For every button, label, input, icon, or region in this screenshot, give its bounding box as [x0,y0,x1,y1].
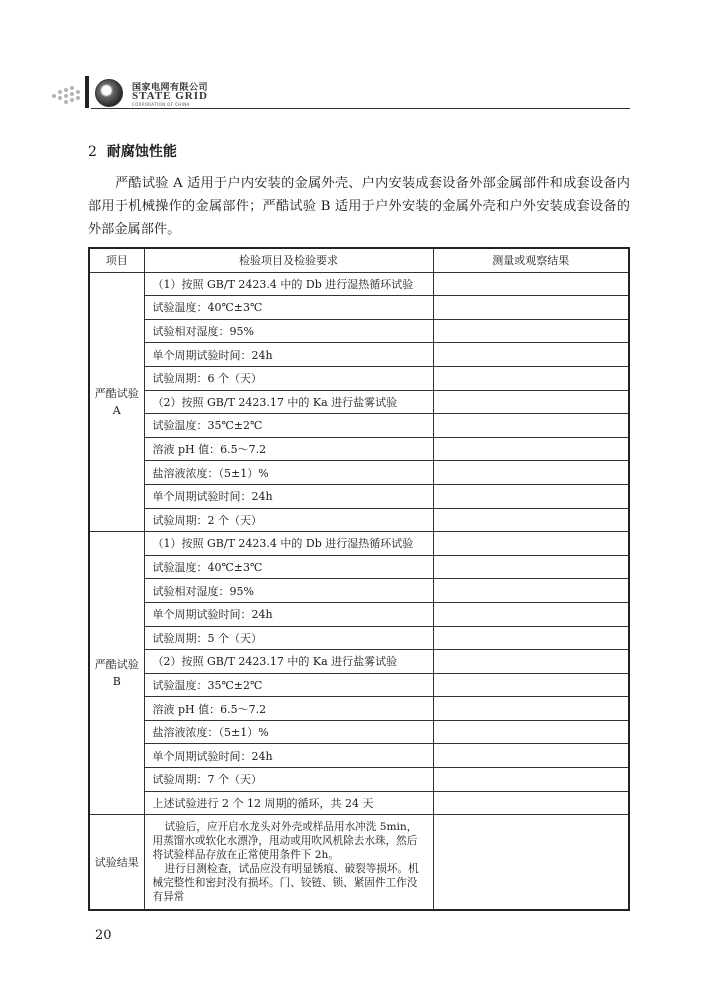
result-cell-empty[interactable] [433,532,629,556]
result-cell-empty[interactable] [433,508,629,532]
result-cell-empty[interactable] [433,791,629,815]
section-number: 2 [88,144,97,160]
table-row [89,414,629,438]
table-row [89,602,629,626]
table-row [89,366,629,390]
section-title [88,141,177,161]
result-cell-empty[interactable] [433,414,629,438]
result-description [144,815,433,911]
group-a-item: 试验周期：2 个（天） [144,508,433,532]
group-a-item: （1）按照 GB/T 2423.4 中的 Db 进行湿热循环试验 [144,272,433,296]
group-a-item: 盐溶液浓度：（5±1）% [144,461,433,485]
table-row [89,579,629,603]
group-b-item: （1）按照 GB/T 2423.4 中的 Db 进行湿热循环试验 [144,532,433,556]
group-a-item: （2）按照 GB/T 2423.17 中的 Ka 进行盐雾试验 [144,390,433,414]
group-b-item: 单个周期试验时间：24h [144,744,433,768]
group-a-item: 试验温度：35℃±2℃ [144,414,433,438]
logo-subtitle: CORPORATION OF CHINA [132,102,190,107]
result-cell-empty[interactable] [433,484,629,508]
result-cell-empty[interactable] [433,602,629,626]
group-b-item: 盐溶液浓度：（5±1）% [144,720,433,744]
group-b-item: 试验温度：35℃±2℃ [144,673,433,697]
group-b-item: （2）按照 GB/T 2423.17 中的 Ka 进行盐雾试验 [144,650,433,674]
result-cell-empty[interactable] [433,437,629,461]
result-cell-empty[interactable] [433,673,629,697]
table-row [89,697,629,721]
result-cell-empty[interactable] [433,272,629,296]
result-cell-empty[interactable] [433,815,629,911]
logo-english-name: STATE GRID [132,90,208,102]
table-row [89,508,629,532]
table-row [89,437,629,461]
result-cell-empty[interactable] [433,366,629,390]
header-requirements: 检验项目及检验要求 [144,248,433,272]
table-row [89,272,629,296]
logo-chinese-name: 国家电网有限公司 [132,83,209,93]
table-row [89,390,629,414]
table-row [89,484,629,508]
table-row [89,319,629,343]
group-a-item: 试验周期：6 个（天） [144,366,433,390]
table-row [89,720,629,744]
result-paragraph-2: 进行目测检查，试品应没有明显锈痕、破裂等损坏。机械完整性和密封没有损坏。门、铰链、锁、紧固件工作没有异常 [152,863,419,904]
table-row [89,555,629,579]
table-row [89,296,629,320]
intro-paragraph: 严酷试验 A 适用于户内安装的金属外壳、户内安装成套设备外部金属部件和成套设备内部用于机械操作的金属部件；严酷试验 B 适用于户外安装的金属外壳和户外安装成套设备的外部金属部件。 [88,176,630,237]
header-divider [91,108,630,109]
group-b-label: 严酷试验 B [89,532,144,815]
table-row [89,744,629,768]
group-b-item: 单个周期试验时间：24h [144,602,433,626]
table-row [89,461,629,485]
group-b-item: 上述试验进行 2 个 12 周期的循环，共 24 天 [144,791,433,815]
test-table [88,247,630,911]
result-cell-empty[interactable] [433,343,629,367]
header-bar [85,76,89,108]
page-header [40,72,630,112]
result-cell-empty[interactable] [433,579,629,603]
result-cell-empty[interactable] [433,555,629,579]
group-a-item: 试验相对湿度：95% [144,319,433,343]
result-cell-empty[interactable] [433,461,629,485]
table-row [89,650,629,674]
result-label: 试验结果 [89,815,144,911]
table-row [89,532,629,556]
table-row [89,791,629,815]
decorative-dots [52,86,82,106]
group-b-item: 试验周期：7 个（天） [144,768,433,792]
table-row [89,626,629,650]
result-cell-empty[interactable] [433,720,629,744]
table-row [89,673,629,697]
group-a-item: 单个周期试验时间：24h [144,343,433,367]
group-b-item: 试验温度：40℃±3℃ [144,555,433,579]
result-cell-empty[interactable] [433,744,629,768]
result-cell-empty[interactable] [433,390,629,414]
table-row [89,343,629,367]
table-row [89,768,629,792]
section-title-text: 耐腐蚀性能 [106,144,177,160]
group-b-item: 试验周期：5 个（天） [144,626,433,650]
result-cell-empty[interactable] [433,626,629,650]
page-number: 20 [95,928,112,943]
result-cell-empty[interactable] [433,697,629,721]
group-b-item: 试验相对湿度：95% [144,579,433,603]
result-cell-empty[interactable] [433,319,629,343]
header-results: 测量或观察结果 [433,248,629,272]
result-cell-empty[interactable] [433,296,629,320]
table-row [89,815,629,911]
group-a-item: 试验温度：40℃±3℃ [144,296,433,320]
group-a-label: 严酷试验 A [89,272,144,532]
group-a-item: 单个周期试验时间：24h [144,484,433,508]
group-a-item: 溶液 pH 值：6.5～7.2 [144,437,433,461]
result-cell-empty[interactable] [433,650,629,674]
header-item: 项目 [89,248,144,272]
table-header-row [89,248,629,272]
state-grid-logo-icon [95,79,123,107]
result-cell-empty[interactable] [433,768,629,792]
group-b-item: 溶液 pH 值：6.5～7.2 [144,697,433,721]
result-paragraph-1: 试验后，应开启水龙头对外壳或样品用水冲洗 5min，用蒸馏水或软化水漂净，甩动或用吹风机除去水珠，然后将试验样品存放在正常使用条件下 2h。 [152,821,418,862]
